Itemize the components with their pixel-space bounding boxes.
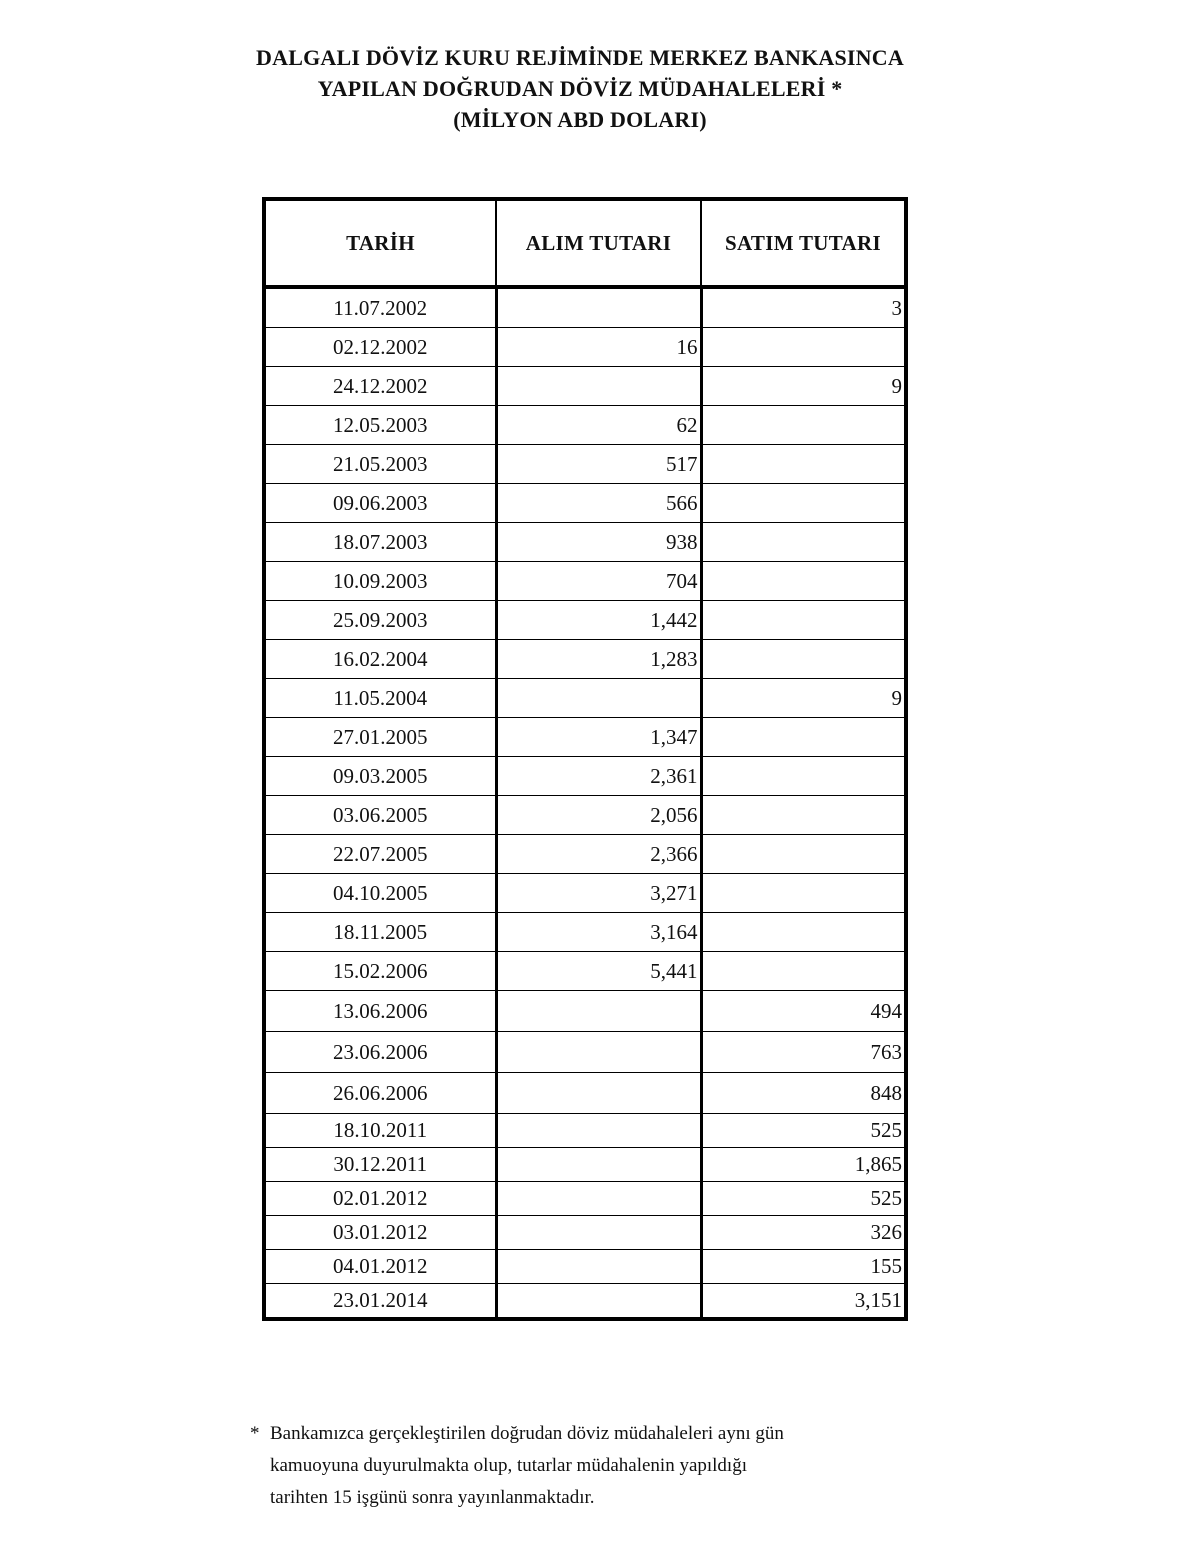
cell-date: 18.07.2003 [264,523,496,562]
cell-date: 11.07.2002 [264,287,496,328]
cell-sale: 494 [701,991,906,1032]
table-row [264,796,906,835]
table-row [264,287,906,328]
title-line-2: YAPILAN DOĞRUDAN DÖVİZ MÜDAHALELERİ * [317,76,843,101]
table-row [264,1284,906,1320]
cell-sale: 525 [701,1114,906,1148]
cell-date: 18.11.2005 [264,913,496,952]
cell-date: 24.12.2002 [264,367,496,406]
header-sale-amount: SATIM TUTARI [701,199,906,287]
table-row [264,601,906,640]
cell-sale [701,406,906,445]
table-row [264,1114,906,1148]
page-title [0,42,1160,135]
table-row [264,367,906,406]
cell-date: 16.02.2004 [264,640,496,679]
cell-date: 13.06.2006 [264,991,496,1032]
cell-date: 03.01.2012 [264,1216,496,1250]
table-row [264,562,906,601]
cell-purchase [496,1114,701,1148]
cell-sale: 9 [701,367,906,406]
cell-sale [701,796,906,835]
table-row [264,523,906,562]
cell-sale [701,913,906,952]
cell-date: 18.10.2011 [264,1114,496,1148]
title-line-3: (MİLYON ABD DOLARI) [453,107,707,132]
cell-purchase [496,367,701,406]
footnote-line-3: tarihten 15 işgünü sonra yayınlanmaktadır. [270,1487,595,1508]
cell-date: 21.05.2003 [264,445,496,484]
table-row [264,1073,906,1114]
cell-sale: 848 [701,1073,906,1114]
cell-sale: 326 [701,1216,906,1250]
table-row [264,1032,906,1073]
cell-date: 12.05.2003 [264,406,496,445]
cell-purchase: 1,347 [496,718,701,757]
header-date: TARİH [264,199,496,287]
table-row [264,718,906,757]
cell-purchase: 566 [496,484,701,523]
cell-sale [701,523,906,562]
cell-purchase: 16 [496,328,701,367]
cell-sale: 763 [701,1032,906,1073]
cell-sale: 155 [701,1250,906,1284]
cell-sale [701,640,906,679]
cell-sale [701,601,906,640]
cell-purchase [496,1284,701,1320]
cell-sale [701,484,906,523]
cell-sale: 3,151 [701,1284,906,1320]
cell-sale [701,328,906,367]
table-row [264,1148,906,1182]
footnote-line-2: kamuoyuna duyurulmakta olup, tutarlar müdahalenin yapıldığı [270,1455,747,1476]
cell-sale: 9 [701,679,906,718]
cell-purchase: 517 [496,445,701,484]
footnote-marker: * [250,1423,260,1444]
table-row [264,484,906,523]
table-row [264,757,906,796]
table-row [264,679,906,718]
cell-purchase: 62 [496,406,701,445]
table-row [264,328,906,367]
cell-date: 02.12.2002 [264,328,496,367]
cell-sale [701,952,906,991]
cell-purchase: 3,164 [496,913,701,952]
cell-date: 22.07.2005 [264,835,496,874]
cell-purchase [496,1073,701,1114]
cell-date: 25.09.2003 [264,601,496,640]
cell-date: 27.01.2005 [264,718,496,757]
table-row [264,874,906,913]
table-row [264,640,906,679]
table-row [264,1216,906,1250]
cell-sale: 1,865 [701,1148,906,1182]
cell-date: 09.06.2003 [264,484,496,523]
cell-purchase [496,1148,701,1182]
interventions-table-container [262,197,904,1321]
cell-date: 11.05.2004 [264,679,496,718]
table-row [264,1182,906,1216]
cell-purchase: 2,366 [496,835,701,874]
interventions-table [262,197,908,1321]
cell-date: 23.06.2006 [264,1032,496,1073]
cell-sale [701,445,906,484]
cell-purchase: 2,056 [496,796,701,835]
cell-date: 15.02.2006 [264,952,496,991]
cell-sale [701,835,906,874]
cell-purchase [496,991,701,1032]
cell-purchase [496,679,701,718]
cell-purchase: 1,283 [496,640,701,679]
cell-date: 30.12.2011 [264,1148,496,1182]
cell-purchase [496,1216,701,1250]
cell-sale [701,757,906,796]
table-row [264,913,906,952]
footnote [250,1418,950,1514]
table-row [264,406,906,445]
cell-sale [701,562,906,601]
cell-sale [701,874,906,913]
cell-purchase [496,287,701,328]
footnote-line-1: Bankamızca gerçekleştirilen doğrudan döviz müdahaleleri aynı gün [270,1423,784,1444]
cell-date: 10.09.2003 [264,562,496,601]
cell-date: 02.01.2012 [264,1182,496,1216]
cell-purchase: 704 [496,562,701,601]
cell-date: 09.03.2005 [264,757,496,796]
table-row [264,445,906,484]
table-row [264,1250,906,1284]
cell-purchase [496,1032,701,1073]
cell-date: 04.10.2005 [264,874,496,913]
cell-sale: 3 [701,287,906,328]
cell-date: 23.01.2014 [264,1284,496,1320]
header-purchase-amount: ALIM TUTARI [496,199,701,287]
cell-purchase: 2,361 [496,757,701,796]
title-line-1: DALGALI DÖVİZ KURU REJİMİNDE MERKEZ BANKASINCA [256,45,904,70]
cell-purchase [496,1182,701,1216]
cell-purchase: 1,442 [496,601,701,640]
cell-sale: 525 [701,1182,906,1216]
cell-purchase: 5,441 [496,952,701,991]
table-row [264,952,906,991]
table-row [264,835,906,874]
table-row [264,991,906,1032]
cell-purchase [496,1250,701,1284]
cell-date: 03.06.2005 [264,796,496,835]
cell-sale [701,718,906,757]
cell-purchase: 938 [496,523,701,562]
cell-date: 26.06.2006 [264,1073,496,1114]
table-header-row [264,199,906,287]
cell-date: 04.01.2012 [264,1250,496,1284]
cell-purchase: 3,271 [496,874,701,913]
